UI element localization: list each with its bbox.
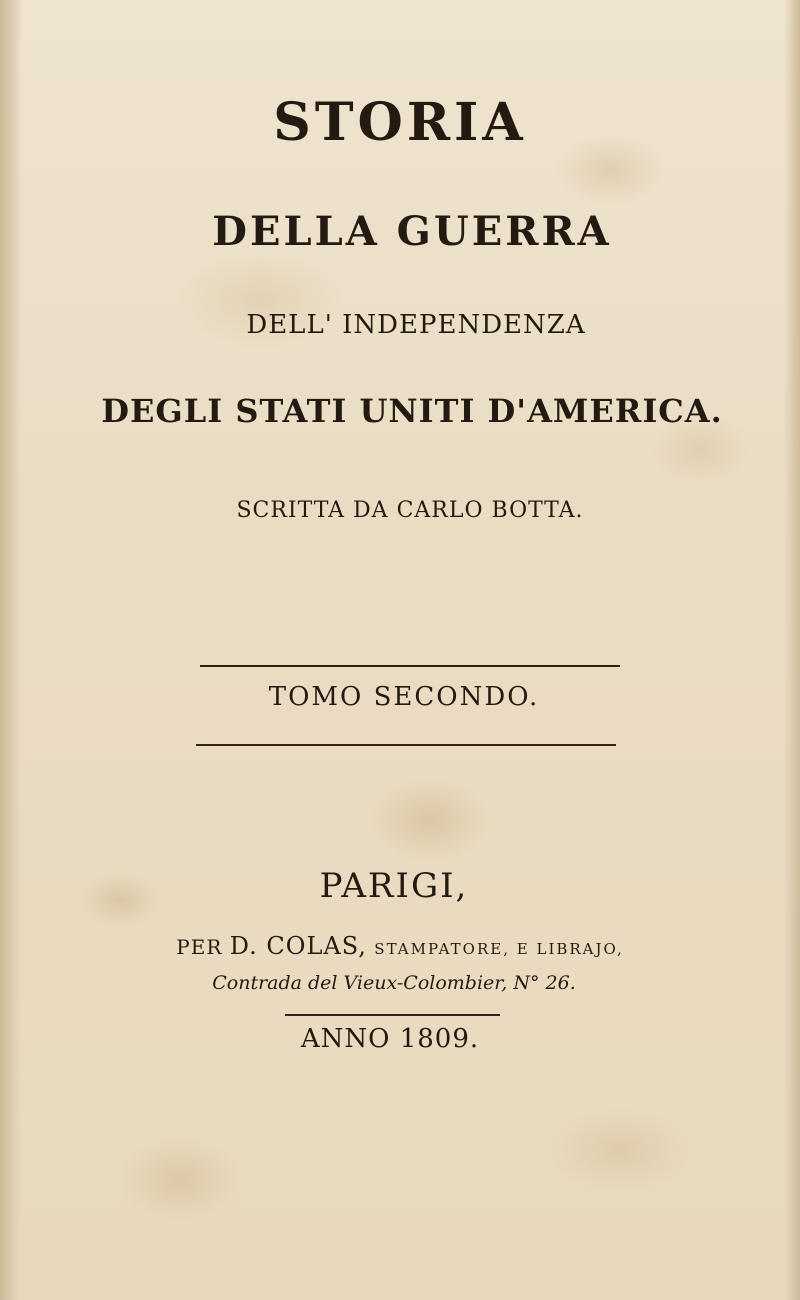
- book-title: STORIA: [273, 92, 527, 153]
- imprint-rule: [285, 1014, 500, 1016]
- printer-prefix: PER: [176, 935, 223, 959]
- author-line: SCRITTA DA CARLO BOTTA.: [236, 498, 584, 523]
- book-subtitle-1: DELLA GUERRA: [212, 208, 612, 255]
- volume-rule-bottom: [196, 744, 616, 746]
- printer-name: D. COLAS,: [229, 932, 367, 960]
- volume-label: TOMO SECONDO.: [268, 682, 540, 712]
- imprint-address: Contrada del Vieux-Colombier, N° 26.: [212, 972, 576, 994]
- volume-rule-top: [200, 665, 620, 667]
- page-left-edge: [0, 0, 22, 1300]
- book-subtitle-3: DEGLI STATI UNITI D'AMERICA.: [101, 392, 723, 430]
- imprint-printer: [0, 932, 800, 960]
- imprint-city: PARIGI,: [319, 866, 469, 906]
- page-right-edge: [784, 0, 800, 1300]
- book-subtitle-2: DELL' INDEPENDENZA: [246, 310, 586, 340]
- printer-role: STAMPATORE, E LIBRAJO,: [374, 940, 624, 958]
- imprint-year: ANNO 1809.: [300, 1024, 480, 1054]
